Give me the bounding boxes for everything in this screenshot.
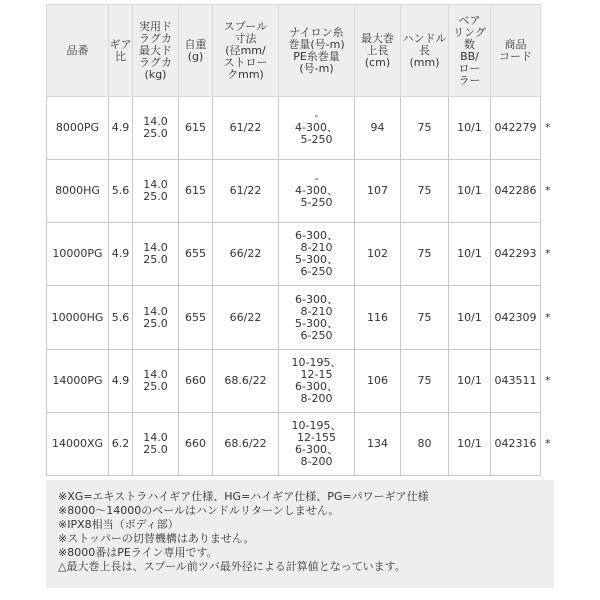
table-row xyxy=(47,97,555,160)
cell-line-capacity-text: - 4-300、 5-250 xyxy=(295,172,338,210)
cell-weight-text: 655 xyxy=(185,247,206,261)
cell-handle-length-text: 75 xyxy=(417,373,432,387)
cell-retrieve xyxy=(355,412,401,475)
cell-weight-text: 615 xyxy=(185,184,206,198)
cell-model xyxy=(47,223,109,286)
cell-product-code-text: 042279 xyxy=(494,121,537,135)
note-line: ※XG=エキストラハイギア仕様、HG=ハイギア仕様、PG=パワーギア仕様 xyxy=(58,490,429,503)
note-line: ※8000～14000のベールはハンドルリターンしません。 xyxy=(58,504,340,517)
cell-retrieve xyxy=(355,97,401,160)
cell-mark xyxy=(541,97,555,160)
cell-handle-length-text: 75 xyxy=(417,121,432,135)
cell-drag-text: 14.0 25.0 xyxy=(143,115,168,141)
cell-spool xyxy=(213,349,279,412)
cell-spool-text: 66/22 xyxy=(229,247,262,261)
cell-retrieve-text: 106 xyxy=(367,373,388,387)
cell-gear-ratio-text: 5.6 xyxy=(111,310,130,324)
cell-line-capacity-text: 10-195、 12-155 6-300、 8-200 xyxy=(291,418,342,468)
cell-line-capacity xyxy=(279,412,355,475)
cell-mark-text: * xyxy=(545,436,551,450)
cell-bearings-text: 10/1 xyxy=(457,247,482,261)
cell-line-capacity-text: - 4-300、 5-250 xyxy=(295,109,338,147)
cell-line-capacity xyxy=(279,223,355,286)
table-row xyxy=(47,349,555,412)
cell-weight-text: 615 xyxy=(185,121,206,135)
cell-spool-text: 68.6/22 xyxy=(224,373,267,387)
cell-handle-length-text: 75 xyxy=(417,247,432,261)
cell-drag-text: 14.0 25.0 xyxy=(143,241,168,267)
cell-product-code-text: 042293 xyxy=(494,247,537,261)
cell-handle-length xyxy=(401,349,449,412)
table-row xyxy=(47,412,555,475)
cell-weight xyxy=(179,223,213,286)
cell-spool xyxy=(213,412,279,475)
cell-model xyxy=(47,97,109,160)
cell-handle-length-text: 75 xyxy=(417,184,432,198)
cell-retrieve xyxy=(355,286,401,349)
cell-weight-text: 660 xyxy=(185,436,206,450)
header-drag: 実用ド ラグカ 最大ド ラグカ (kg) xyxy=(133,5,179,97)
cell-spool xyxy=(213,286,279,349)
cell-handle-length xyxy=(401,97,449,160)
cell-bearings xyxy=(449,412,491,475)
cell-spool-text: 61/22 xyxy=(229,184,262,198)
cell-drag-text: 14.0 25.0 xyxy=(143,367,168,393)
cell-drag-text: 14.0 25.0 xyxy=(143,430,168,456)
cell-mark xyxy=(541,286,555,349)
cell-line-capacity xyxy=(279,160,355,223)
header-line-capacity: ナイロン糸 巻量(号-m) PE糸巻量 (号-m) xyxy=(279,5,355,97)
note-line: △最大巻上長は、スプール前ツバ最外径による計算値となっています。 xyxy=(58,560,406,573)
cell-drag xyxy=(133,160,179,223)
cell-drag xyxy=(133,412,179,475)
cell-gear-ratio xyxy=(109,160,133,223)
cell-gear-ratio xyxy=(109,223,133,286)
cell-handle-length xyxy=(401,223,449,286)
header-weight: 自重 (g) xyxy=(179,5,213,97)
cell-retrieve-text: 107 xyxy=(367,184,388,198)
cell-model-text: 14000XG xyxy=(51,436,104,450)
cell-bearings xyxy=(449,223,491,286)
cell-model xyxy=(47,349,109,412)
cell-gear-ratio-text: 5.6 xyxy=(111,184,130,198)
note-line: ※ストッパーの切替機構はありません。 xyxy=(58,532,255,545)
cell-line-capacity-text: 6-300、 8-210 5-300、 6-250 xyxy=(295,292,338,342)
cell-drag-text: 14.0 25.0 xyxy=(143,178,168,204)
cell-bearings xyxy=(449,286,491,349)
cell-spool xyxy=(213,160,279,223)
header-handle-length: ハンドル 長 (mm) xyxy=(401,5,449,97)
note-line: ※IPX8相当（ボディ部） xyxy=(58,518,179,531)
table-row xyxy=(47,286,555,349)
cell-model-text: 8000HG xyxy=(55,184,100,198)
cell-line-capacity xyxy=(279,349,355,412)
cell-model xyxy=(47,286,109,349)
cell-bearings-text: 10/1 xyxy=(457,436,482,450)
cell-model-text: 8000PG xyxy=(55,121,100,135)
cell-weight xyxy=(179,97,213,160)
cell-mark-text: * xyxy=(545,310,551,324)
cell-mark-text: * xyxy=(545,121,551,135)
cell-spool-text: 68.6/22 xyxy=(224,436,267,450)
cell-product-code xyxy=(491,412,541,475)
header-model: 品番 xyxy=(47,5,109,97)
cell-gear-ratio-text: 6.2 xyxy=(111,436,130,450)
cell-product-code xyxy=(491,286,541,349)
header-gear-ratio: ギア 比 xyxy=(109,5,133,97)
cell-model-text: 10000HG xyxy=(51,310,104,324)
header-bearings: ベア リング数 BB/ ロー ラー xyxy=(449,5,491,97)
cell-retrieve xyxy=(355,160,401,223)
cell-bearings xyxy=(449,349,491,412)
cell-retrieve-text: 102 xyxy=(367,247,388,261)
cell-mark xyxy=(541,160,555,223)
cell-spool-text: 61/22 xyxy=(229,121,262,135)
cell-mark-text: * xyxy=(545,184,551,198)
cell-weight xyxy=(179,349,213,412)
cell-handle-length-text: 75 xyxy=(417,310,432,324)
cell-product-code xyxy=(491,349,541,412)
cell-weight-text: 655 xyxy=(185,310,206,324)
table-header-row xyxy=(47,5,555,97)
cell-gear-ratio-text: 4.9 xyxy=(111,247,130,261)
cell-line-capacity xyxy=(279,97,355,160)
cell-gear-ratio xyxy=(109,349,133,412)
cell-line-capacity-text: 6-300、 8-210 5-300、 6-250 xyxy=(295,229,338,279)
cell-retrieve-text: 134 xyxy=(367,436,388,450)
cell-line-capacity-text: 10-195、 12-15 6-300、 8-200 xyxy=(291,355,342,405)
cell-bearings xyxy=(449,160,491,223)
cell-retrieve xyxy=(355,349,401,412)
cell-handle-length-text: 80 xyxy=(417,436,432,450)
cell-bearings-text: 10/1 xyxy=(457,373,482,387)
cell-line-capacity xyxy=(279,286,355,349)
cell-mark xyxy=(541,412,555,475)
header-retrieve: 最大巻 上長 (cm) xyxy=(355,5,401,97)
cell-bearings-text: 10/1 xyxy=(457,121,482,135)
cell-model-text: 14000PG xyxy=(52,373,103,387)
cell-model-text: 10000PG xyxy=(52,247,103,261)
header-spool: スプール 寸法 (径mm/ ストロー クmm) xyxy=(213,5,279,97)
cell-weight xyxy=(179,160,213,223)
table-row xyxy=(47,223,555,286)
cell-weight xyxy=(179,412,213,475)
cell-spool xyxy=(213,97,279,160)
cell-handle-length xyxy=(401,412,449,475)
cell-product-code xyxy=(491,223,541,286)
cell-product-code-text: 042286 xyxy=(494,184,537,198)
cell-drag xyxy=(133,349,179,412)
cell-product-code-text: 042309 xyxy=(494,310,537,324)
cell-gear-ratio xyxy=(109,412,133,475)
header-product-code: 商品 コード xyxy=(491,5,541,97)
cell-retrieve-text: 94 xyxy=(370,121,385,135)
cell-product-code-text: 043511 xyxy=(494,373,537,387)
note-line: ※8000番はPEライン専用です。 xyxy=(58,546,218,559)
cell-product-code-text: 042316 xyxy=(494,436,537,450)
cell-product-code xyxy=(491,160,541,223)
cell-mark-text: * xyxy=(545,373,551,387)
cell-retrieve-text: 116 xyxy=(367,310,388,324)
cell-weight xyxy=(179,286,213,349)
notes-box xyxy=(46,480,554,588)
cell-mark-text: * xyxy=(545,247,551,261)
spec-table xyxy=(46,4,555,476)
cell-product-code xyxy=(491,97,541,160)
table-row xyxy=(47,160,555,223)
cell-gear-ratio xyxy=(109,97,133,160)
cell-model xyxy=(47,412,109,475)
cell-gear-ratio-text: 4.9 xyxy=(111,373,130,387)
spec-table-body xyxy=(47,97,555,476)
cell-spool-text: 66/22 xyxy=(229,310,262,324)
cell-bearings-text: 10/1 xyxy=(457,184,482,198)
cell-mark xyxy=(541,223,555,286)
cell-bearings xyxy=(449,97,491,160)
cell-gear-ratio xyxy=(109,286,133,349)
cell-handle-length xyxy=(401,160,449,223)
cell-mark xyxy=(541,349,555,412)
cell-drag xyxy=(133,223,179,286)
cell-model xyxy=(47,160,109,223)
cell-bearings-text: 10/1 xyxy=(457,310,482,324)
cell-weight-text: 660 xyxy=(185,373,206,387)
cell-handle-length xyxy=(401,286,449,349)
cell-spool xyxy=(213,223,279,286)
cell-drag-text: 14.0 25.0 xyxy=(143,304,168,330)
header-mark-spacer xyxy=(541,5,555,97)
cell-gear-ratio-text: 4.9 xyxy=(111,121,130,135)
cell-retrieve xyxy=(355,223,401,286)
cell-drag xyxy=(133,97,179,160)
cell-drag xyxy=(133,286,179,349)
